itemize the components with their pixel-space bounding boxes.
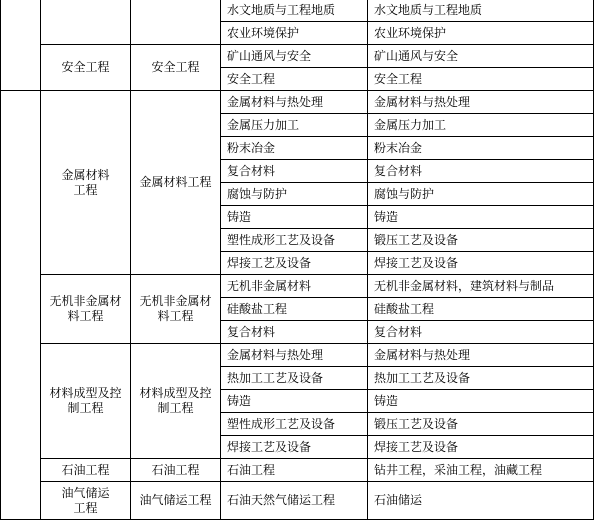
group-cell: 石油工程 [41,459,131,482]
table-row [1,459,594,482]
group-cell [41,91,131,275]
group-cell [41,0,131,45]
group-cell [41,344,131,459]
old-major-cell: 硅酸盐工程 [368,298,594,321]
group-label: 金属材料工程 [61,167,110,197]
sub-major-cell: 铸造 [221,390,368,413]
old-major-cell: 安全工程 [368,68,594,91]
major-label: 材料成型及控制工程 [139,386,212,415]
sub-major-cell: 无机非金属材料 [221,275,368,298]
sub-major-cell: 石油天然气储运工程 [221,482,368,520]
sub-major-cell: 复合材料 [221,321,368,344]
sub-major-cell: 粉末冶金 [221,137,368,160]
sub-major-cell: 水文地质与工程地质 [221,0,368,22]
old-major-cell: 铸造 [368,390,594,413]
old-major-cell: 锻压工艺及设备 [368,413,594,436]
old-major-cell: 腐蚀与防护 [368,183,594,206]
old-major-cell: 热加工工艺及设备 [368,367,594,390]
group-cell: 安全工程 [41,45,131,91]
group-label: 材料成型及控制工程 [49,386,122,415]
old-major-cell: 金属材料与热处理 [368,91,594,114]
table-row [1,344,594,367]
table-row [1,91,594,114]
sub-major-cell: 农业环境保护 [221,22,368,45]
sub-major-cell: 安全工程 [221,68,368,91]
old-major-cell: 粉末冶金 [368,137,594,160]
sub-major-cell: 焊接工艺及设备 [221,252,368,275]
sub-major-cell: 矿山通风与安全 [221,45,368,68]
old-major-cell: 无机非金属材料，建筑材料与制品 [368,275,594,298]
sub-major-cell: 硅酸盐工程 [221,298,368,321]
group-label: 油气储运工程 [61,485,110,515]
sub-major-cell: 金属材料与热处理 [221,91,368,114]
old-major-cell: 金属材料与热处理 [368,344,594,367]
major-label: 无机非金属材料工程 [139,294,212,323]
old-major-cell: 石油储运 [368,482,594,520]
sub-major-cell: 金属材料与热处理 [221,344,368,367]
sub-major-cell: 焊接工艺及设备 [221,436,368,459]
old-major-cell: 复合材料 [368,321,594,344]
old-major-cell: 矿山通风与安全 [368,45,594,68]
sub-major-cell: 塑性成形工艺及设备 [221,413,368,436]
sub-major-cell: 金属压力加工 [221,114,368,137]
table-row [1,275,594,298]
sub-major-cell: 石油工程 [221,459,368,482]
old-major-cell: 复合材料 [368,160,594,183]
major-cell: 金属材料工程 [131,91,221,275]
group-label: 无机非金属材料工程 [49,294,122,323]
old-major-cell: 水文地质与工程地质 [368,0,594,22]
table-row [1,0,594,22]
old-major-cell: 焊接工艺及设备 [368,436,594,459]
table-row [1,45,594,68]
sub-major-cell: 铸造 [221,206,368,229]
major-cell: 安全工程 [131,45,221,91]
old-major-cell: 焊接工艺及设备 [368,252,594,275]
table-row [1,482,594,520]
category-cell [1,91,41,520]
old-major-cell: 金属压力加工 [368,114,594,137]
old-major-cell: 钻井工程，采油工程，油藏工程 [368,459,594,482]
major-cell [131,275,221,344]
sub-major-cell: 复合材料 [221,160,368,183]
old-major-cell: 铸造 [368,206,594,229]
category-cell [1,0,41,91]
major-cell [131,344,221,459]
sub-major-cell: 塑性成形工艺及设备 [221,229,368,252]
major-cell [131,0,221,45]
group-cell [41,482,131,520]
old-major-cell: 农业环境保护 [368,22,594,45]
sub-major-cell: 腐蚀与防护 [221,183,368,206]
sub-major-cell: 热加工工艺及设备 [221,367,368,390]
major-cell: 石油工程 [131,459,221,482]
group-cell [41,275,131,344]
major-cell: 油气储运工程 [131,482,221,520]
old-major-cell: 锻压工艺及设备 [368,229,594,252]
